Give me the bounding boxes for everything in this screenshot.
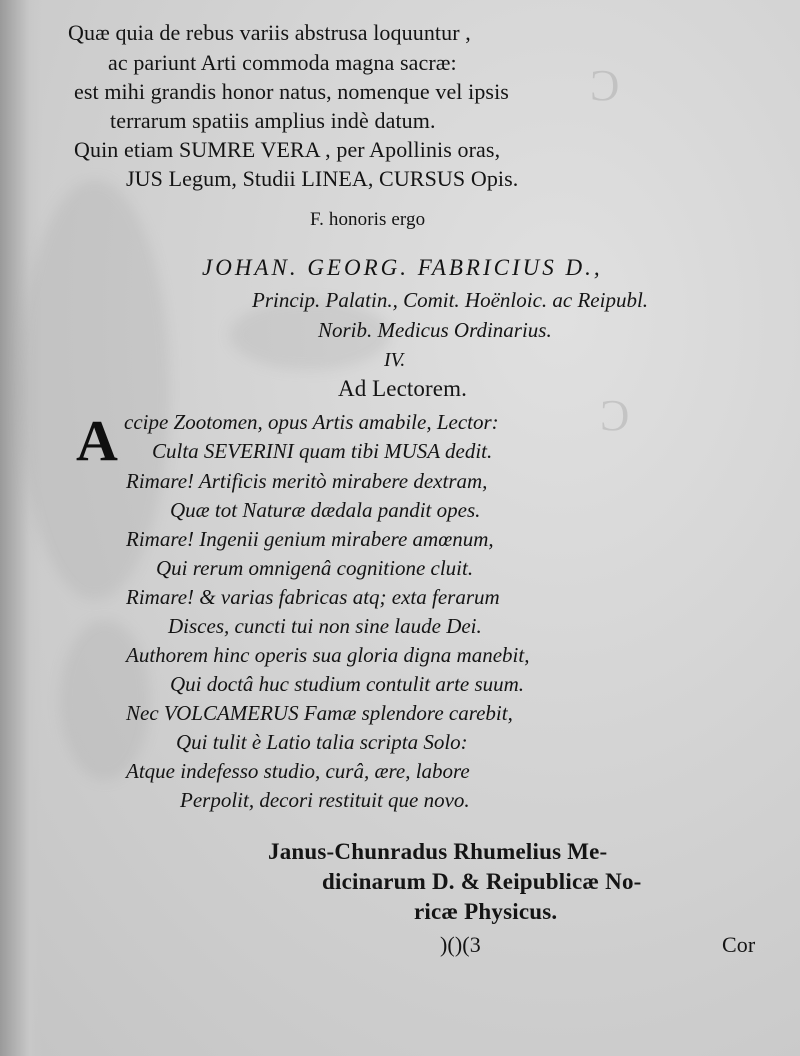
section-number: IV.	[384, 349, 406, 371]
poem-line: Quæ quia de rebus variis abstrusa loquuntur ,	[68, 20, 471, 45]
verse-line: Qui rerum omnigenâ cognitione cluit.	[156, 556, 474, 580]
verse-line: Rimare! Artificis meritò mirabere dextram,	[126, 469, 488, 493]
catchword: Cor	[722, 932, 756, 957]
verse-line: Disces, cuncti tui non sine laude Dei.	[168, 614, 482, 638]
honoris-ergo: F. honoris ergo	[310, 209, 426, 230]
section-heading: Ad Lectorem.	[338, 376, 467, 401]
verse-line: Perpolit, decori restituit que novo.	[180, 788, 470, 812]
verse-line: ccipe Zootomen, opus Artis amabile, Lector:	[124, 410, 499, 434]
binding-gutter-shadow	[0, 0, 42, 1056]
signature-line: dicinarum D. & Reipublicæ No-	[322, 869, 642, 894]
bleed-through-mark: C	[600, 391, 630, 440]
poem-line: ac pariunt Arti commoda magna sacræ:	[108, 50, 457, 75]
poem-line: JUS Legum, Studii LINEA, CURSUS Opis.	[126, 166, 519, 191]
bleed-through-mark: C	[590, 61, 620, 110]
poem-line: terrarum spatiis amplius indè datum.	[110, 108, 436, 133]
signature-line: ricæ Physicus.	[414, 899, 558, 924]
verse-line: Nec VOLCAMERUS Famæ splendore carebit,	[126, 701, 513, 725]
verse-line: Culta SEVERINI quam tibi MUSA dedit.	[152, 439, 493, 463]
verse-line: Rimare! & varias fabricas atq; exta ferarum	[126, 585, 500, 609]
signature-line: Janus-Chunradus Rhumelius Me-	[268, 839, 608, 864]
signature-mark: )()(3	[440, 932, 481, 957]
drop-cap-initial: A	[76, 408, 118, 473]
verse-line: Authorem hinc operis sua gloria digna manebit,	[126, 643, 530, 667]
verse-line: Atque indefesso studio, curâ, ære, labore	[126, 759, 470, 783]
author-title: Princip. Palatin., Comit. Hoënloic. ac Reipubl.	[252, 288, 649, 312]
author-name: JOHAN. GEORG. FABRICIUS D.,	[202, 255, 603, 280]
verse-line: Qui tulit è Latio talia scripta Solo:	[176, 730, 468, 754]
poem-line: Quin etiam SUMRE VERA , per Apollinis oras,	[74, 137, 501, 162]
verse-line: Quæ tot Naturæ dædala pandit opes.	[170, 498, 481, 522]
author-title: Norib. Medicus Ordinarius.	[318, 318, 552, 342]
verse-line: Rimare! Ingenii genium mirabere amœnum,	[126, 527, 494, 551]
verse-line: Qui doctâ huc studium contulit arte suum.	[170, 672, 525, 696]
poem-line: est mihi grandis honor natus, nomenque vel ipsis	[74, 79, 509, 104]
